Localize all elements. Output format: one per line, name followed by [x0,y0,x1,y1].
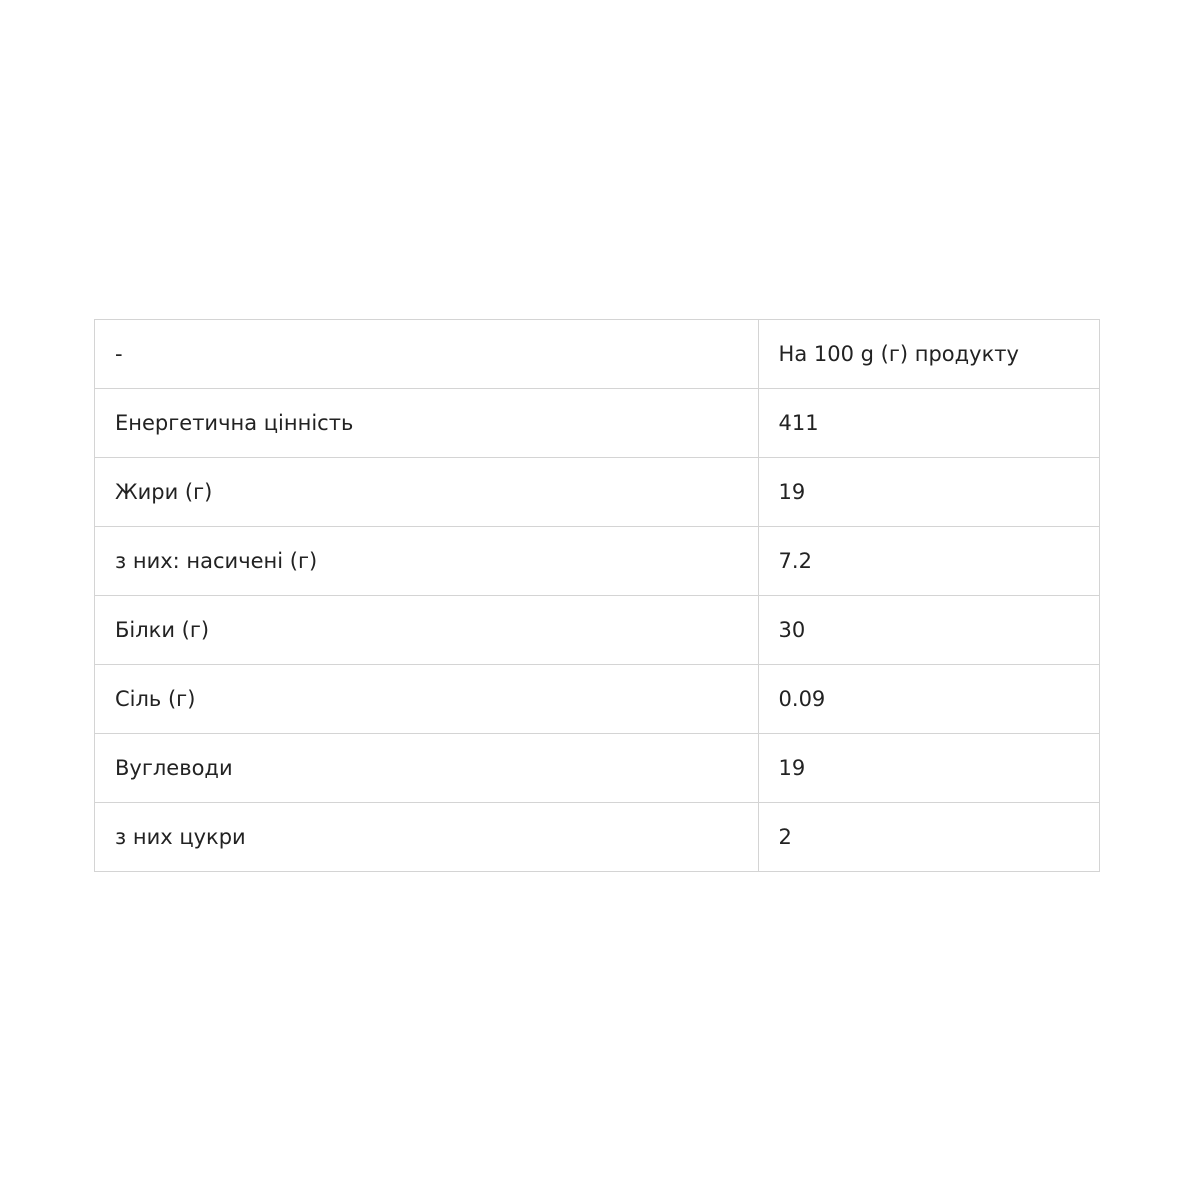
nutrient-value: 30 [758,596,1099,665]
nutrient-value: 2 [758,803,1099,872]
table-row [95,665,1100,734]
nutrition-table [94,319,1100,872]
nutrient-value: 7.2 [758,527,1099,596]
nutrient-label: з них: насичені (г) [95,527,759,596]
table-row [95,389,1100,458]
nutrient-label: Сіль (г) [95,665,759,734]
table-row [95,803,1100,872]
nutrient-label: Жири (г) [95,458,759,527]
nutrient-label: Вуглеводи [95,734,759,803]
nutrient-value: 19 [758,734,1099,803]
nutrient-value: 0.09 [758,665,1099,734]
table-row [95,734,1100,803]
nutrient-label: Енергетична цінність [95,389,759,458]
table-row [95,596,1100,665]
table-row [95,527,1100,596]
header-label-cell: - [95,320,759,389]
header-value-cell: На 100 g (г) продукту [758,320,1099,389]
nutrient-label: з них цукри [95,803,759,872]
nutrient-label: Білки (г) [95,596,759,665]
table-row [95,458,1100,527]
table-header-row [95,320,1100,389]
nutrient-value: 19 [758,458,1099,527]
nutrient-value: 411 [758,389,1099,458]
